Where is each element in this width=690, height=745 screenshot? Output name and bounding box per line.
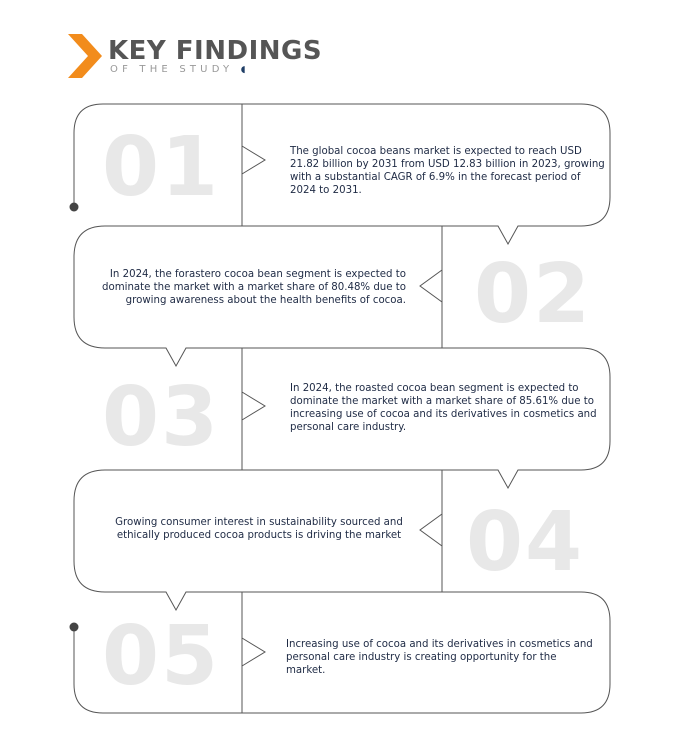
finding-text-03: In 2024, the roasted cocoa bean segment is expected to dominate the market with a market share of 85.61% due to increasing use of cocoa and its derivatives in cosmetics and personal care industry.: [290, 383, 597, 433]
finding-text-04: Growing consumer interest in sustainability sourced and ethically produced cocoa products is driving the market: [115, 517, 403, 541]
start-dot: [70, 203, 79, 212]
finding-text-02: In 2024, the forastero cocoa bean segment is expected to dominate the market with a market share of 80.48% due to growing awareness about the health benefits of cocoa.: [102, 269, 407, 306]
page-subtitle: OF THE STUDY ◖: [110, 64, 246, 75]
finding-number-02: 02: [474, 247, 593, 342]
finding-text-05: Increasing use of cocoa and its derivatives in cosmetics and personal care industry is creating opportunity for the market.: [286, 639, 593, 676]
page-title: KEY FINDINGS: [108, 36, 323, 66]
end-dot: [70, 623, 79, 632]
finding-number-04: 04: [466, 495, 585, 590]
finding-number-03: 03: [102, 370, 221, 465]
pointer-03: [242, 392, 265, 420]
pointer-02: [420, 270, 442, 302]
dot-icon: ◖: [240, 65, 246, 75]
pointer-04: [420, 514, 442, 546]
pointer-05: [242, 638, 265, 666]
finding-text-01: The global cocoa beans market is expected to reach USD 21.82 billion by 2031 from USD 12.83 billion in 2023, growing with a substantial CAGR of 6.9% in the forecast period of 2024 to 2031.: [290, 146, 605, 196]
pointer-01: [242, 146, 265, 174]
finding-number-01: 01: [102, 120, 221, 215]
finding-number-05: 05: [102, 609, 221, 704]
